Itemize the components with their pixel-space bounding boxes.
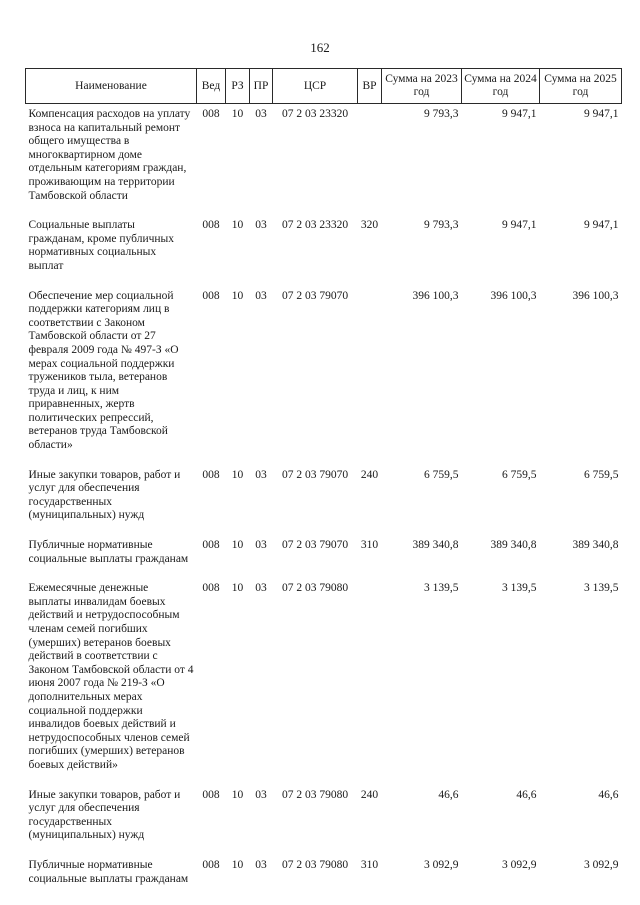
table-row — [26, 286, 622, 465]
header-vr: ВР — [358, 69, 382, 104]
row-csr: 07 2 03 79080 — [281, 858, 349, 871]
row-pr: 03 — [255, 108, 267, 120]
row-rz: 10 — [231, 858, 244, 871]
header-sum-2025: Сумма на 2025 год — [540, 69, 622, 104]
row-sum-2023: 46,6 — [438, 788, 459, 801]
row-sum-2023: 6 759,5 — [424, 468, 459, 481]
row-name: Иные закупки товаров, работ и услуг для обеспечения государственных (муниципальных) нужд — [28, 788, 181, 842]
row-sum-2023: 3 139,5 — [424, 582, 459, 595]
header-name: Наименование — [26, 69, 197, 104]
header-ved: Вед — [197, 69, 226, 104]
row-rz: 10 — [231, 539, 244, 552]
row-pr: 03 — [255, 219, 267, 232]
row-rz: 10 — [231, 468, 244, 481]
table-row — [26, 855, 622, 898]
row-sum-2025: 9 947,1 — [584, 219, 619, 232]
row-sum-2023: 9 793,3 — [424, 219, 459, 232]
budget-table — [25, 68, 622, 898]
table-row — [26, 215, 622, 285]
row-rz: 10 — [231, 289, 244, 302]
row-rz: 10 — [231, 219, 244, 232]
row-pr: 03 — [255, 539, 267, 552]
row-sum-2023: 389 340,8 — [412, 539, 459, 552]
row-name: Социальные выплаты гражданам, кроме публичных нормативных социальных выплат — [28, 219, 175, 272]
row-pr: 03 — [255, 858, 267, 871]
row-name: Ежемесячные денежные выплаты инвалидам боевых действий и нетрудоспособным членам семей погибших (умерших) ветеранов боевых действий в соответствии с Законом Тамбовской области от 4 июня 2007 года № 219-З «О дополнительных мерах социальной поддержки инвалидов боевых действий и нетрудоспособных членов семей погибших (умерших) ветеранов боевых действий» — [28, 582, 194, 771]
page-number: 162 — [310, 40, 330, 55]
header-pr: ПР — [250, 69, 273, 104]
row-ved: 008 — [202, 219, 220, 232]
row-name: Публичные нормативные социальные выплаты гражданам — [28, 858, 189, 885]
row-vr: 310 — [360, 858, 379, 871]
table-row — [26, 104, 622, 216]
row-csr: 07 2 03 79070 — [281, 539, 349, 552]
row-sum-2023: 9 793,3 — [424, 108, 459, 120]
row-sum-2025: 46,6 — [598, 788, 619, 801]
row-sum-2025: 3 092,9 — [584, 858, 619, 871]
row-sum-2023: 3 092,9 — [424, 858, 459, 871]
row-sum-2025: 389 340,8 — [572, 539, 619, 552]
row-sum-2024: 9 947,1 — [502, 219, 537, 232]
header-sum-2023: Сумма на 2023 год — [382, 69, 462, 104]
row-sum-2024: 389 340,8 — [490, 539, 537, 552]
row-sum-2025: 9 947,1 — [584, 108, 619, 120]
row-sum-2025: 396 100,3 — [572, 289, 619, 302]
row-name: Публичные нормативные социальные выплаты гражданам — [28, 539, 189, 565]
row-ved: 008 — [202, 858, 220, 871]
row-name: Компенсация расходов на уплату взноса на капитальный ремонт общего имущества в многоквартирном доме отдельным категориям граждан, проживающим на территории Тамбовской области — [28, 108, 191, 202]
row-rz: 10 — [231, 788, 244, 801]
table-row — [26, 785, 622, 855]
row-name: Обеспечение мер социальной поддержки категориям лиц в соответствии с Законом Тамбовской области от 27 февраля 2009 года № 497-З «О мерах социальной поддержки тружеников тыла, ветеранов труда и лиц, к ним приравненных, жертв политических репрессий, ветеранов труда Тамбовской области» — [28, 289, 179, 452]
row-vr: 240 — [360, 788, 379, 801]
row-name: Иные закупки товаров, работ и услуг для обеспечения государственных (муниципальных) нужд — [28, 468, 181, 522]
row-ved: 008 — [202, 468, 220, 481]
row-sum-2024: 3 139,5 — [502, 582, 537, 595]
row-vr — [358, 578, 382, 784]
row-csr: 07 2 03 23320 — [281, 108, 349, 120]
header-rz: РЗ — [226, 69, 250, 104]
row-sum-2025: 3 139,5 — [584, 582, 619, 595]
row-sum-2024: 3 092,9 — [502, 858, 537, 871]
table-row — [26, 535, 622, 578]
row-csr: 07 2 03 79080 — [281, 788, 349, 801]
row-sum-2024: 6 759,5 — [502, 468, 537, 481]
row-sum-2023: 396 100,3 — [412, 289, 459, 302]
row-sum-2024: 46,6 — [516, 788, 537, 801]
row-pr: 03 — [255, 289, 267, 302]
row-pr: 03 — [255, 788, 267, 801]
row-vr: 310 — [360, 539, 379, 552]
row-pr: 03 — [255, 582, 267, 595]
row-sum-2024: 9 947,1 — [502, 108, 537, 120]
row-pr: 03 — [255, 468, 267, 481]
row-vr: 320 — [360, 219, 379, 232]
row-ved: 008 — [202, 108, 220, 120]
header-sum-2024: Сумма на 2024 год — [462, 69, 540, 104]
row-rz: 10 — [231, 108, 244, 120]
row-ved: 008 — [202, 289, 220, 302]
row-vr — [358, 104, 382, 216]
table-body — [26, 104, 622, 899]
table-header — [26, 69, 622, 104]
row-sum-2024: 396 100,3 — [490, 289, 537, 302]
row-ved: 008 — [202, 582, 220, 595]
row-csr: 07 2 03 79070 — [281, 468, 349, 481]
row-ved: 008 — [202, 788, 220, 801]
table-row — [26, 465, 622, 535]
row-sum-2025: 6 759,5 — [584, 468, 619, 481]
row-csr: 07 2 03 79080 — [281, 582, 349, 595]
header-csr: ЦСР — [273, 69, 358, 104]
row-rz: 10 — [231, 582, 244, 595]
table-row — [26, 578, 622, 784]
row-vr — [358, 286, 382, 465]
row-ved: 008 — [202, 539, 220, 552]
row-vr: 240 — [360, 468, 379, 481]
row-csr: 07 2 03 23320 — [281, 219, 349, 232]
row-csr: 07 2 03 79070 — [281, 289, 349, 302]
